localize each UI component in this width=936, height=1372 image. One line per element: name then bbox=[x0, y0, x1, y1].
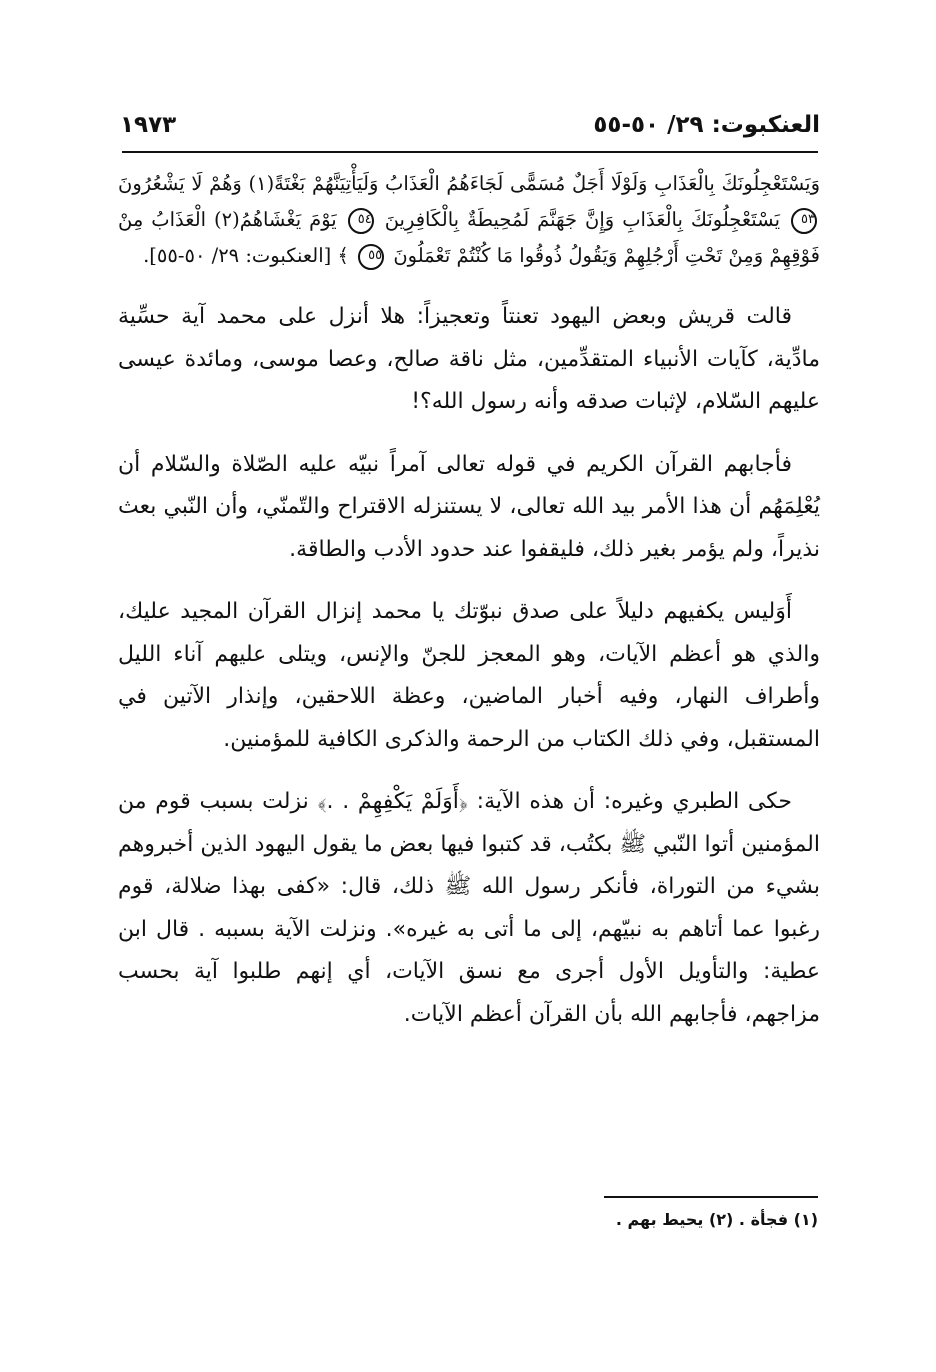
paragraph-1: قالت قريش وبعض اليهود تعنتاً وتعجيزاً: هلا أنزل على محمد آية حسِّية مادِّية، كآيات الأنبياء المتقدِّمين، مثل ناقة صالح، وعصا موسى، ومائدة عيسى عليهم السّلام، لإثبات صدقه وأنه رسول الله؟! bbox=[118, 304, 820, 414]
verse-citation: ﴾ [العنكبوت: ٢٩/ ٥٠-٥٥]. bbox=[143, 244, 349, 267]
footnote-rule bbox=[604, 1196, 818, 1198]
verse-number-53: ٥٣ bbox=[791, 208, 817, 234]
page-body bbox=[118, 160, 820, 1056]
verse-53-text: وَيَسْتَعْجِلُونَكَ بِالْعَذَابِ وَلَوْلَا أَجَلٌ مُسَمًّى لَجَاءَهُمُ الْعَذَابُ وَلَيَأْتِيَنَّهُمْ بَغْتَةً(١) وَهُمْ لَا يَشْعُرُونَ bbox=[118, 172, 820, 195]
verse-number-54: ٥٤ bbox=[348, 208, 374, 234]
verse-54-text: يَسْتَعْجِلُونَكَ بِالْعَذَابِ وَإِنَّ جَهَنَّمَ لَمُحِيطَةٌ بِالْكَافِرِينَ bbox=[384, 208, 780, 231]
page-number: ١٩٧٣ bbox=[120, 112, 177, 138]
paragraph-3: أَوَليس يكفيهم دليلاً على صدق نبوّتك يا محمد إنزال القرآن المجيد عليك، والذي هو أعظم الآيات، وهو المعجز للجنّ والإنس، ويتلى عليهم آناء الليل وأطراف النهار، وفيه أخبار الماضين، وعظة اللاحقين، وإنذار الآتين في المستقبل، وفي ذلك الكتاب من الرحمة والذكرى الكافية للمؤمنين. bbox=[118, 599, 820, 752]
quran-verses bbox=[118, 166, 820, 274]
verse-number-55: ٥٥ bbox=[358, 244, 384, 270]
header-rule bbox=[122, 151, 818, 153]
surah-reference: العنكبوت: ٢٩/ ٥٠-٥٥ bbox=[593, 112, 820, 138]
paragraph-2: فأجابهم القرآن الكريم في قوله تعالى آمراً نبيّه عليه الصّلاة والسّلام أن يُعْلِمَهُم أن هذا الأمر بيد الله تعالى، لا يستنزله الاقتراح والتّمنّي، وأن النّبي بعث نذيراً، ولم يؤمر بغير ذلك، فليقفوا عند حدود الأدب والطاقة. bbox=[118, 451, 820, 562]
page-header bbox=[120, 112, 820, 148]
footnotes: (١) فجأة . (٢) يحيط بهم . bbox=[615, 1210, 818, 1229]
verse-55-text: يَوْمَ يَغْشَاهُمُ(٢) الْعَذَابُ مِنْ فَوْقِهِمْ وَمِنْ تَحْتِ أَرْجُلِهِمْ وَيَقُولُ ذُوقُوا مَا كُنْتُمْ تَعْمَلُونَ bbox=[118, 208, 820, 267]
paragraph-4: حكى الطبري وغيره: أن هذه الآية: ﴿أَوَلَمْ يَكْفِهِمْ . .﴾ نزلت بسبب قوم من المؤمنين أتوا النّبي ﷺ بكتُب، قد كتبوا فيها بعض ما يقول اليهود الذين أخبروهم بشيء من التوراة، فأنكر رسول الله ﷺ ذلك، قال: «كفى بهذا ضلالة، قوم رغبوا عما أتاهم به نبيّهم، إلى ما أتى به غيره». ونزلت الآية بسببه . قال ابن عطية: والتأويل الأول أجرى مع نسق الآيات، أي إنهم طلبوا آية بحسب مزاجهم، فأجابهم الله بأن القرآن أعظم الآيات. bbox=[118, 789, 820, 1027]
